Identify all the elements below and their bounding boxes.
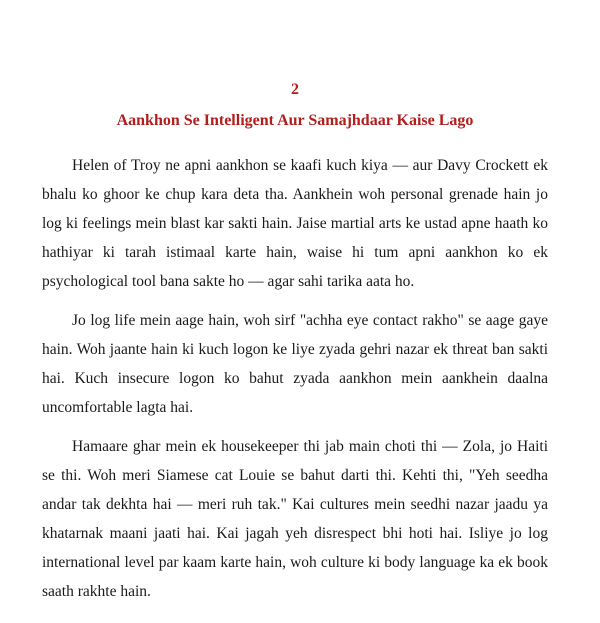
chapter-number: 2 [291,81,299,98]
paragraph-1: Helen of Troy ne apni aankhon se kaafi kuch kiya — aur Davy Crockett ek bhalu ko ghoor ke chup kara deta tha. Aankhein woh personal grenade hain jo log ki feelings mein blast kar sakti hain. Jaise martial arts ke ustad apne haath ko hathiyar ki tarah istimaal karte hain, waise hi tum apni aankhon ko ek psychological tool bana sakte ho — agar sahi tarika aata ho. [42,157,548,290]
chapter-body [42,151,548,606]
chapter-title: Aankhon Se Intelligent Aur Samajhdaar Kaise Lago [116,112,474,129]
paragraph-2: Jo log life mein aage hain, woh sirf "achha eye contact rakho" se aage gaye hain. Woh jaante hain ki kuch logon ke liye zyada gehri nazar ek threat ban sakti hai. Kuch insecure logon ko bahut zyada aankhon mein aankhein daalna uncomfortable lagta hai. [42,312,548,416]
paragraph-3: Hamaare ghar mein ek housekeeper thi jab main choti thi — Zola, jo Haiti se thi. Woh meri Siamese cat Louie se bahut darti thi. Kehti thi, "Yeh seedha andar tak dekhta hai — meri ruh tak." Kai cultures mein seedhi nazar jaadu ya khatarnak maani jaati hai. Kai jagah yeh disrespect bhi hoti hai. Isliye jo log international level par kaam karte hain, woh culture ki body language ka ek book saath rakhte hain. [42,438,548,600]
